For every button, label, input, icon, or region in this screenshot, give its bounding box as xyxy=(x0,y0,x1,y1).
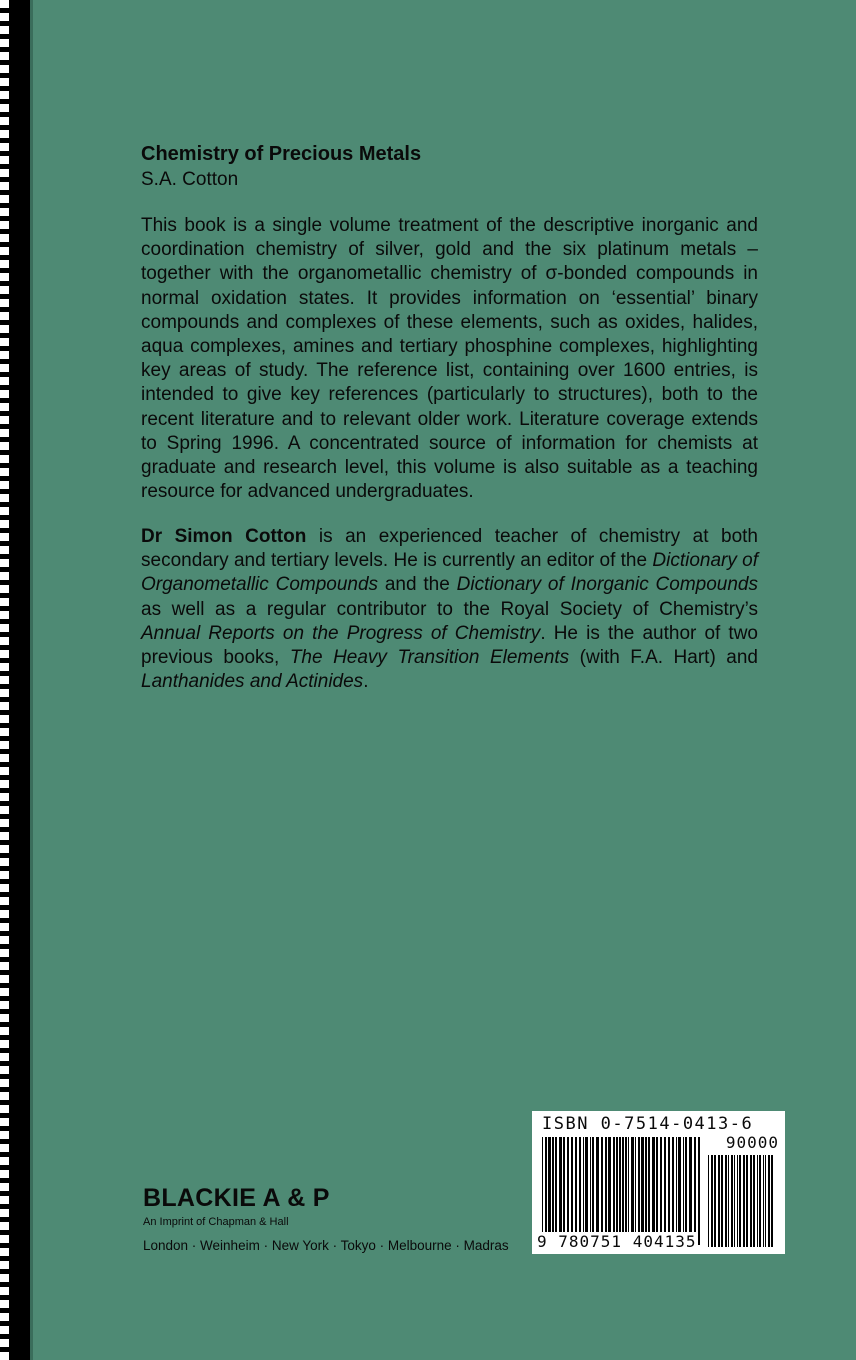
bio-text: (with F.A. Hart) and xyxy=(569,647,758,669)
barcode-bar xyxy=(739,1155,741,1247)
barcode-bar xyxy=(567,1137,569,1245)
bio-text: . He is the author of two previous books, xyxy=(141,622,758,669)
barcode-bar xyxy=(601,1137,603,1245)
barcode-bar xyxy=(641,1137,644,1245)
barcode-bar xyxy=(668,1137,670,1245)
barcode-bar xyxy=(645,1137,647,1245)
barcode-bar xyxy=(648,1137,650,1245)
barcode-bar xyxy=(685,1137,687,1245)
barcode-bar xyxy=(711,1155,713,1247)
barcode-bar xyxy=(613,1137,615,1245)
addon-bars xyxy=(708,1155,776,1247)
book-title: Chemistry of Precious Metals xyxy=(141,143,422,165)
bio-work-title: Dictionary of Inorganic Compounds xyxy=(456,574,759,596)
barcode-bar xyxy=(559,1137,562,1245)
ean-number: 9 780751 404135 xyxy=(537,1232,697,1251)
barcode-bar xyxy=(571,1137,573,1245)
barcode-bar xyxy=(638,1137,640,1245)
barcode-bar xyxy=(652,1137,655,1245)
barcode-bar xyxy=(678,1137,681,1245)
barcode-bar xyxy=(622,1137,624,1245)
bio-text: as well as a regular contributor to the Royal Society of Chemistry’s xyxy=(141,598,758,620)
barcode-bar xyxy=(596,1137,599,1245)
barcode-bar xyxy=(718,1155,720,1247)
barcode-bar xyxy=(616,1137,618,1245)
barcode-bar xyxy=(714,1155,716,1247)
barcode-bar xyxy=(660,1137,662,1245)
barcode-bar xyxy=(763,1155,764,1247)
barcode-bar xyxy=(542,1137,543,1245)
barcode-bar xyxy=(743,1155,745,1247)
barcode-bar xyxy=(746,1155,748,1247)
barcode-bar xyxy=(771,1155,773,1247)
barcode-bar xyxy=(708,1155,709,1247)
barcode-bar xyxy=(676,1137,677,1245)
barcode-bar xyxy=(563,1137,565,1245)
binding-edge xyxy=(30,0,33,1360)
barcode-bar xyxy=(725,1155,727,1247)
barcode-bar xyxy=(765,1155,766,1247)
barcode-bar xyxy=(664,1137,666,1245)
barcode-bar xyxy=(694,1137,696,1245)
bio-work-title: Annual Reports on the Progress of Chemistry xyxy=(141,622,541,644)
barcode-bar xyxy=(605,1137,607,1245)
isbn-barcode xyxy=(532,1111,785,1254)
barcode-bar xyxy=(575,1137,577,1245)
barcode-bar xyxy=(750,1155,752,1247)
barcode-bar xyxy=(579,1137,581,1245)
barcode-bar xyxy=(656,1137,658,1245)
publisher-imprint: An Imprint of Chapman & Hall xyxy=(143,1216,289,1228)
barcode-bar xyxy=(698,1137,700,1245)
publisher-cities: London · Weinheim · New York · Tokyo · Melbourne · Madras xyxy=(143,1238,509,1253)
publisher-logo: BLACKIE A & P xyxy=(143,1184,330,1212)
barcode-bar xyxy=(757,1155,758,1247)
barcode-bar xyxy=(635,1137,636,1245)
barcode-bar xyxy=(728,1155,729,1247)
book-description: This book is a single volume treatment of the descriptive inorganic and coordination chemistry of silver, gold and the six platinum metals – together with the organometallic chemistry of σ-bonded compounds in normal oxidation states. It provides information on ‘essential’ binary compounds and complexes of these elements, such as oxides, halides, aqua complexes, amines and tertiary phosphine complexes, highlighting key areas of study. The reference list, containing over 1600 entries, is intended to give key references (particularly to structures), both to the recent literature and to relevant older work. Literature coverage extends to Spring 1996. A concentrated source of information for chemists at graduate and research level, this volume is also suitable as a teaching resource for advanced undergraduates. xyxy=(141,215,758,503)
bio-text: . xyxy=(363,671,369,693)
bio-work-title: The Heavy Transition Elements xyxy=(289,647,570,669)
barcode-bar xyxy=(759,1155,761,1247)
barcode-bar xyxy=(628,1137,629,1245)
bio-text: and the xyxy=(378,574,457,596)
barcode-bar xyxy=(672,1137,674,1245)
ean-bars xyxy=(542,1137,702,1245)
bio-work-title: Lanthanides and Actinides xyxy=(141,671,364,693)
barcode-bar xyxy=(768,1155,770,1247)
barcode-bar xyxy=(689,1137,692,1245)
barcode-bar xyxy=(608,1137,611,1245)
barcode-bar xyxy=(753,1155,755,1247)
barcode-bar xyxy=(734,1155,735,1247)
barcode-bar xyxy=(585,1137,588,1245)
barcode-bar xyxy=(731,1155,733,1247)
book-author: S.A. Cotton xyxy=(141,169,239,190)
barcode-bar xyxy=(548,1137,551,1245)
barcode-bar xyxy=(683,1137,684,1245)
barcode-bar xyxy=(583,1137,584,1245)
bio-work-title: Dictionary of Organometallic Compounds xyxy=(141,550,758,596)
isbn-label: ISBN 0-7514-0413-6 xyxy=(542,1114,754,1134)
author-name: Dr Simon Cotton xyxy=(141,526,307,547)
barcode-bar xyxy=(555,1137,557,1245)
barcode-bar xyxy=(737,1155,738,1247)
barcode-bar xyxy=(552,1137,554,1245)
barcode-bar xyxy=(592,1137,594,1245)
barcode-bar xyxy=(631,1137,634,1245)
barcode-bar xyxy=(590,1137,591,1245)
bio-text: is an experienced teacher of chemistry at both secondary and tertiary levels. He is currently an editor of the xyxy=(141,526,758,572)
barcode-bar xyxy=(619,1137,621,1245)
barcode-bar xyxy=(545,1137,547,1245)
barcode-bar xyxy=(625,1137,627,1245)
barcode-bar xyxy=(721,1155,723,1247)
price-code: 90000 xyxy=(725,1133,779,1152)
author-bio xyxy=(141,525,758,694)
spiral-binding xyxy=(0,0,30,1360)
